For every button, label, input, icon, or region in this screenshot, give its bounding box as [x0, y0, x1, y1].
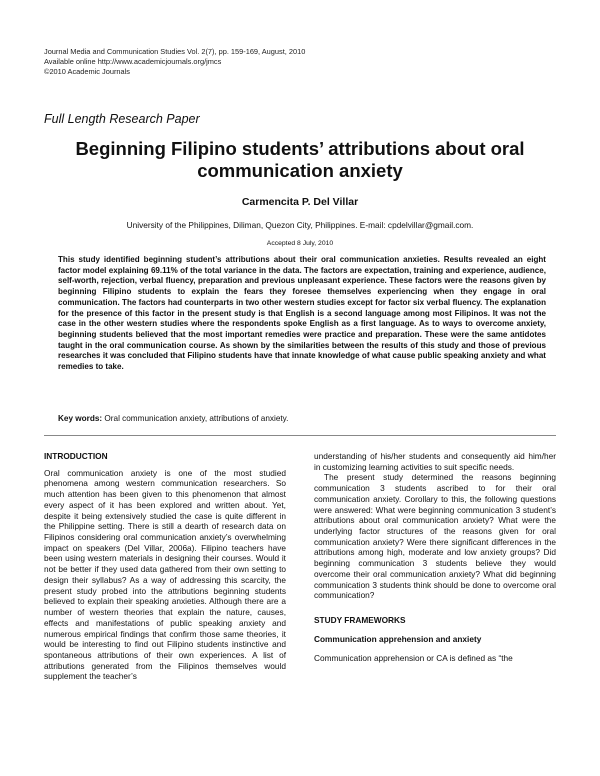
ca-subheading: Communication apprehension and anxiety — [314, 633, 482, 644]
journal-header — [44, 47, 305, 77]
copyright: ©2010 Academic Journals — [44, 67, 130, 76]
journal-citation: Journal Media and Communication Studies Vol. 2(7), pp. 159-169, August, 2010 — [44, 47, 306, 56]
introduction-paragraph-2: The present study determined the reasons beginning communication 3 students ascribed to for their oral communication anxiety. Corollary to this, the following questions were answered: What were beginning communication 3 student’s attributions about oral communication anxiety? What were the underlying factor structures of the reasons given for oral communication anxiety? Were there significant differences in the attributions among high, moderate and low anxiety groups? Did beginning communication 3 students believe they would overcome their oral communication anxiety? What did beginning communication 3 students think should be done to overcome oral communication? — [314, 472, 556, 601]
right-column — [314, 451, 556, 663]
abstract: This study identified beginning student’s attributions about their oral communication anxieties. Results revealed an eight factor model explaining 69.11% of the total variance in the data. The factors are expectation, training and experience, audience, self-worth, rejection, verbal fluency, preparation and previous unpleasant experience. These factors were the reasons given by beginning Filipino students to explain the fears they foresee themselves experiencing when they engage in oral communication. The factors had counterparts in two other western studies except for factor six verbal fluency. The explanation for the presence of this factor in the present study is that English is a second language among most Filipinos. It was not the case in the other western studies where the respondents spoke English as a first language. As to ways to overcome anxiety, beginning students believed that the most important remedies were practice and preparation. These were the same antidotes taught in the oral communication course. As shown by the similarities between the results of this study and those of previous researches it was concluded that Filipino students have that innate knowledge of what cause public speaking anxiety and what remedies to take. — [58, 255, 546, 372]
paper-type: Full Length Research Paper — [44, 112, 200, 126]
author-affiliation: University of the Philippines, Diliman, Quezon City, Philippines. E-mail: cpdelvillar@gmail.com. — [126, 220, 474, 230]
journal-url: Available online http://www.academicjournals.org/jmcs — [44, 57, 222, 66]
keywords-text: Oral communication anxiety, attributions of anxiety. — [102, 414, 289, 423]
paper-title — [44, 138, 556, 182]
title-line-1: Beginning Filipino students’ attributions about oral — [75, 138, 525, 159]
introduction-continued: understanding of his/her students and consequently aid him/her in customizing learning activities to suit specific needs. — [314, 451, 556, 472]
left-column — [44, 451, 286, 682]
keywords-label: Key words: — [58, 414, 103, 423]
divider — [44, 435, 556, 436]
introduction-heading: INTRODUCTION — [44, 451, 108, 461]
ca-paragraph: Communication apprehension or CA is defined as “the — [314, 652, 513, 663]
author-name: Carmencita P. Del Villar — [241, 196, 359, 208]
title-line-2: communication anxiety — [197, 160, 403, 181]
study-frameworks-heading: STUDY FRAMEWORKS — [314, 615, 406, 626]
keywords — [58, 414, 546, 423]
introduction-paragraph-1: Oral communication anxiety is one of the most studied phenomena among western communication researchers. So much attention has been given to this phenomenon that almost every aspect of it has been explored and written about. Yet, despite it being extensively studied the case is quite different in the Philippine setting. There is still a dearth of research data on Filipinos considering oral communication anxiety’s overwhelming impact on speakers (Del Villar, 2006a). Filipino teachers have been using western materials in designing their courses. Would it not be better if they used data gathered from their own setting to design their syllabus? As a way of addressing this scarcity, the present study probed into the attributions beginning students believed to explain their speaking anxieties. Although there are a number of western theories that explain the nature, causes, effects and manifestations of public speaking anxiety and numerous empirical findings that confirm those same theories, it would be interesting to find out Filipino students instinctive and spontaneous attributions of their own experiences. A list of attributions generated from the Filipinos themselves would supplement the teacher’s — [44, 467, 286, 682]
accepted-date: Accepted 8 July, 2010 — [266, 240, 334, 247]
